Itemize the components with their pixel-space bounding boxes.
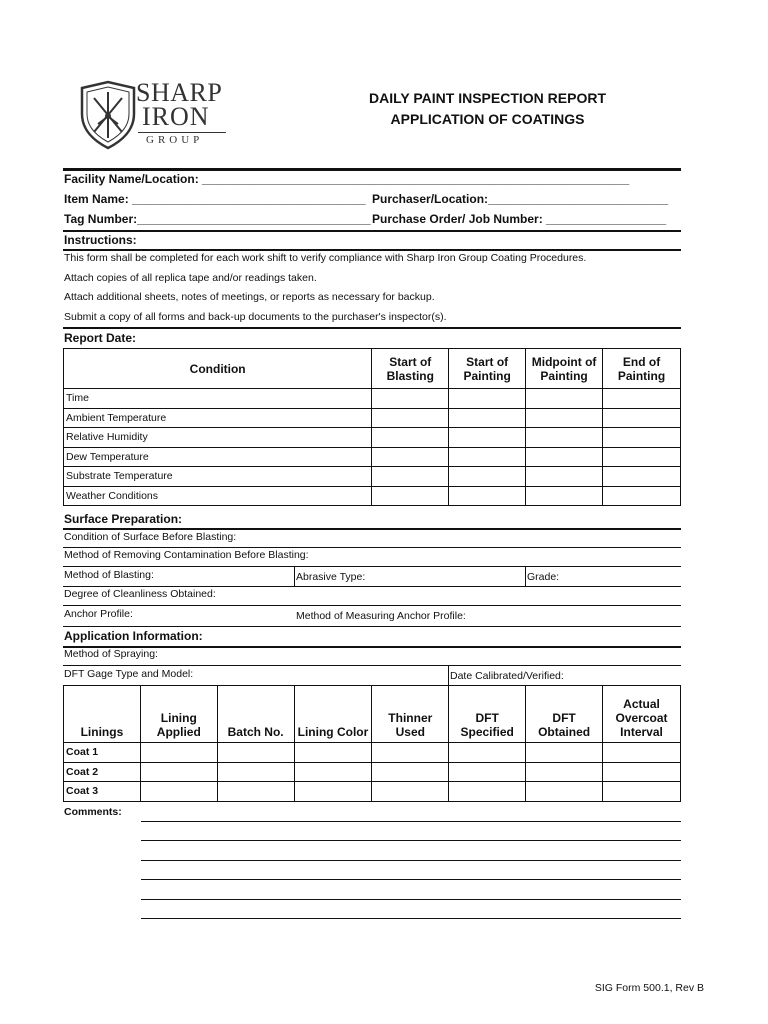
table-cell[interactable]	[217, 743, 294, 763]
report-subtitle: APPLICATION OF COATINGS	[390, 111, 585, 127]
table-cell[interactable]	[217, 762, 294, 782]
table-cell[interactable]	[140, 762, 217, 782]
header-start-blasting: Start of Blasting	[372, 349, 449, 389]
comments-label: Comments:	[64, 806, 122, 818]
table-cell[interactable]	[526, 743, 603, 763]
divider-thick	[63, 168, 681, 171]
header-lining-applied: Lining Applied	[140, 686, 217, 743]
table-cell[interactable]	[372, 762, 449, 782]
divider	[63, 547, 681, 548]
divider	[63, 230, 681, 232]
table-cell[interactable]	[372, 447, 449, 467]
table-cell[interactable]	[603, 389, 681, 409]
table-cell[interactable]	[603, 782, 681, 802]
cleanliness-field[interactable]: Degree of Cleanliness Obtained:	[64, 588, 216, 600]
table-row	[64, 389, 681, 409]
table-cell[interactable]	[526, 762, 603, 782]
table-row	[64, 467, 681, 487]
divider	[63, 249, 681, 251]
header-end-painting: End of Painting	[603, 349, 681, 389]
facility-field[interactable]: Facility Name/Location: ________________________________________________________________	[64, 172, 630, 186]
table-cell[interactable]	[603, 408, 681, 428]
table-cell[interactable]	[372, 467, 449, 487]
table-cell[interactable]	[603, 428, 681, 448]
table-row	[64, 486, 681, 506]
row-label: Dew Temperature	[64, 447, 372, 467]
table-cell[interactable]	[526, 408, 603, 428]
table-row	[64, 743, 681, 763]
report-title: DAILY PAINT INSPECTION REPORT	[369, 90, 606, 106]
table-row	[64, 782, 681, 802]
logo-text-iron: IRON	[142, 102, 210, 131]
table-cell[interactable]	[449, 782, 526, 802]
blasting-method-field[interactable]: Method of Blasting:	[64, 569, 154, 581]
table-cell[interactable]	[372, 389, 449, 409]
header-batch-no: Batch No.	[217, 686, 294, 743]
logo-text-sharp: SHARP	[136, 78, 223, 107]
table-cell[interactable]	[294, 762, 372, 782]
row-label: Ambient Temperature	[64, 408, 372, 428]
vertical-divider	[525, 567, 526, 586]
comment-line[interactable]	[141, 899, 681, 900]
purchase-order-field[interactable]: Purchase Order/ Job Number: __________________	[372, 212, 667, 226]
grade-field[interactable]: Grade:	[527, 571, 560, 583]
logo-text-group: GROUP	[146, 134, 204, 146]
table-cell[interactable]	[526, 389, 603, 409]
table-cell[interactable]	[372, 408, 449, 428]
conditions-table	[63, 348, 681, 506]
dft-gage-field[interactable]: DFT Gage Type and Model:	[64, 668, 194, 680]
report-date-field[interactable]: Report Date:	[64, 331, 137, 345]
table-cell[interactable]	[603, 743, 681, 763]
table-cell[interactable]	[449, 486, 526, 506]
table-cell[interactable]	[372, 428, 449, 448]
table-cell[interactable]	[449, 762, 526, 782]
instruction-line: Submit a copy of all forms and back-up documents to the purchaser's inspector(s).	[64, 311, 447, 323]
table-cell[interactable]	[294, 743, 372, 763]
anchor-method-field[interactable]: Method of Measuring Anchor Profile:	[296, 610, 466, 622]
table-row	[64, 408, 681, 428]
header-linings: Linings	[64, 686, 141, 743]
instructions-heading: Instructions:	[64, 233, 137, 247]
comment-line[interactable]	[141, 879, 681, 880]
contamination-method-field[interactable]: Method of Removing Contamination Before Blasting:	[64, 549, 309, 561]
row-label: Weather Conditions	[64, 486, 372, 506]
divider	[63, 327, 681, 329]
table-cell[interactable]	[449, 467, 526, 487]
anchor-profile-field[interactable]: Anchor Profile:	[64, 608, 133, 620]
header-condition: Condition	[64, 349, 372, 389]
instruction-line: Attach copies of all replica tape and/or readings taken.	[64, 272, 317, 284]
header-overcoat-interval: Actual Overcoat Interval	[603, 686, 681, 743]
table-cell[interactable]	[526, 467, 603, 487]
instruction-line: This form shall be completed for each work shift to verify compliance with Sharp Iron Group Coating Procedures.	[64, 252, 587, 264]
table-row	[64, 447, 681, 467]
divider	[63, 586, 681, 587]
table-cell[interactable]	[449, 743, 526, 763]
row-label: Time	[64, 389, 372, 409]
comment-line[interactable]	[141, 918, 681, 919]
divider	[63, 626, 681, 627]
divider	[63, 605, 681, 606]
table-row	[64, 762, 681, 782]
surface-prep-heading: Surface Preparation:	[64, 512, 183, 526]
comment-line[interactable]	[141, 821, 681, 822]
table-cell[interactable]	[449, 428, 526, 448]
table-cell[interactable]	[603, 447, 681, 467]
comment-line[interactable]	[141, 860, 681, 861]
table-cell[interactable]	[372, 743, 449, 763]
header-start-painting: Start of Painting	[449, 349, 526, 389]
table-cell[interactable]	[140, 782, 217, 802]
header-lining-color: Lining Color	[294, 686, 372, 743]
spraying-method-field[interactable]: Method of Spraying:	[64, 648, 158, 660]
comment-line[interactable]	[141, 840, 681, 841]
header-dft-specified: DFT Specified	[449, 686, 526, 743]
instruction-line: Attach additional sheets, notes of meetings, or reports as necessary for backup.	[64, 291, 435, 303]
vertical-divider	[294, 567, 295, 586]
table-row	[64, 428, 681, 448]
tag-number-field[interactable]: Tag Number:___________________________________	[64, 212, 371, 226]
header-midpoint-painting: Midpoint of Painting	[526, 349, 603, 389]
divider	[63, 665, 681, 666]
abrasive-type-field[interactable]: Abrasive Type:	[296, 571, 366, 583]
table-cell[interactable]	[526, 782, 603, 802]
company-logo	[78, 78, 238, 150]
table-cell[interactable]	[603, 762, 681, 782]
table-cell[interactable]	[603, 467, 681, 487]
row-label: Coat 1	[64, 743, 141, 763]
table-cell[interactable]	[217, 782, 294, 802]
table-cell[interactable]	[449, 447, 526, 467]
surface-condition-field[interactable]: Condition of Surface Before Blasting:	[64, 531, 237, 543]
table-cell[interactable]	[294, 782, 372, 802]
table-cell[interactable]	[526, 486, 603, 506]
row-label: Substrate Temperature	[64, 467, 372, 487]
divider	[63, 566, 681, 567]
linings-table	[63, 685, 681, 802]
header-dft-obtained: DFT Obtained	[526, 686, 603, 743]
shield-swords-icon	[78, 78, 138, 150]
divider	[63, 528, 681, 530]
table-cell[interactable]	[372, 486, 449, 506]
table-cell[interactable]	[449, 389, 526, 409]
purchaser-field[interactable]: Purchaser/Location:___________________________	[372, 192, 669, 206]
table-cell[interactable]	[526, 447, 603, 467]
table-cell[interactable]	[372, 782, 449, 802]
logo-divider	[138, 132, 226, 133]
row-label: Coat 2	[64, 762, 141, 782]
item-name-field[interactable]: Item Name: ___________________________________	[64, 192, 366, 206]
vertical-divider	[448, 666, 449, 685]
form-number: SIG Form 500.1, Rev B	[594, 982, 704, 994]
application-heading: Application Information:	[64, 629, 203, 643]
table-cell[interactable]	[140, 743, 217, 763]
header-thinner-used: Thinner Used	[372, 686, 449, 743]
row-label: Coat 3	[64, 782, 141, 802]
table-cell[interactable]	[449, 408, 526, 428]
table-cell[interactable]	[526, 428, 603, 448]
table-cell[interactable]	[603, 486, 681, 506]
date-calibrated-field[interactable]: Date Calibrated/Verified:	[450, 670, 564, 682]
row-label: Relative Humidity	[64, 428, 372, 448]
